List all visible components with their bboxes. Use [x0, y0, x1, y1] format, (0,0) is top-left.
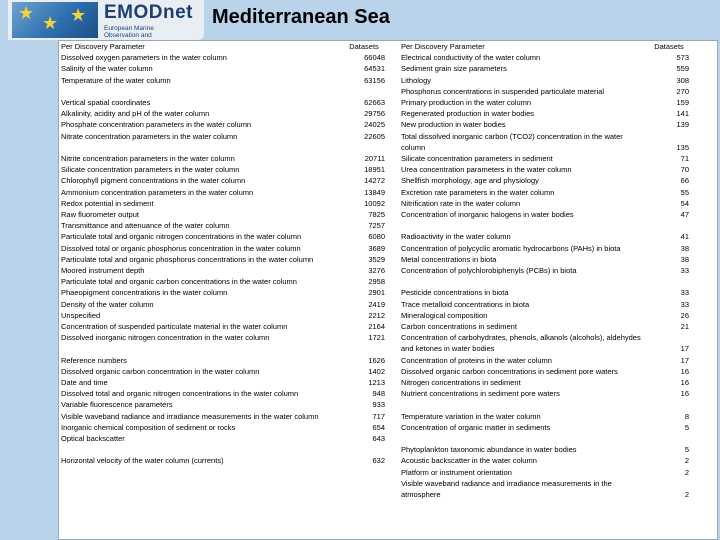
parameter-name: Radioactivity in the water column [401, 232, 511, 242]
parameter-name: Lithology [401, 75, 432, 85]
parameter-name: Carbon concentrations in sediment [401, 322, 517, 332]
dataset-count: 159 [676, 98, 689, 108]
dataset-count: 5 [684, 422, 689, 432]
parameter-name: Optical backscatter [61, 434, 125, 444]
table-row [61, 119, 385, 130]
parameter-name: Electrical conductivity of the water column [401, 53, 541, 63]
parameter-name: Temperature variation in the water column [401, 411, 541, 421]
dataset-count: 70 [680, 165, 689, 175]
parameter-name: Silicate concentration parameters in sediment [401, 154, 553, 164]
parameter-name: Phytoplankton taxonomic abundance in water bodies [401, 445, 577, 455]
spacer [401, 276, 717, 287]
table-row [401, 243, 717, 254]
table-row [61, 265, 385, 276]
dataset-count: 10092 [364, 198, 385, 208]
dataset-count: 18951 [364, 165, 385, 175]
dataset-count: 5 [684, 445, 689, 455]
table-header [401, 41, 717, 52]
parameter-name: Horizontal velocity of the water column (currents) [61, 456, 224, 466]
table-row [401, 422, 717, 433]
parameter-name: Moored instrument depth [61, 266, 145, 276]
parameter-name: Nitrification rate in the water column [401, 198, 521, 208]
table-row [61, 366, 385, 377]
table-row [401, 63, 717, 74]
dataset-count: 933 [372, 400, 385, 410]
parameter-name: Visible waveband radiance and irradiance measurements in the water column [61, 411, 319, 421]
parameter-name: Acoustic backscatter in the water column [401, 456, 537, 466]
page-title: Mediterranean Sea [212, 6, 390, 28]
parameter-name: Dissolved inorganic nitrogen concentration in the water column [61, 333, 270, 343]
dataset-count: 16 [680, 389, 689, 399]
parameter-name: Particulate total and organic phosphorus concentrations in the water column [61, 254, 314, 264]
dataset-count: 33 [680, 299, 689, 309]
parameter-name: Concentration of organic matter in sediments [401, 422, 551, 432]
table-row [61, 254, 385, 265]
table-row [61, 63, 385, 74]
dataset-count: 3529 [368, 254, 385, 264]
table-row [61, 75, 385, 86]
dataset-count: 29756 [364, 109, 385, 119]
table-row [401, 187, 717, 198]
column-header-parameter: Per Discovery Parameter [61, 42, 145, 51]
parameter-name: Unspecified [61, 310, 101, 320]
parameter-name: Platform or instrument orientation [401, 467, 512, 477]
table-row [401, 108, 717, 119]
table-row [61, 243, 385, 254]
table-row [401, 444, 717, 455]
dataset-count: 22605 [364, 131, 385, 141]
spacer [61, 142, 385, 153]
dataset-count: 948 [372, 389, 385, 399]
dataset-count: 3689 [368, 243, 385, 253]
table-row [61, 399, 385, 410]
parameter-name: Phaeopigment concentrations in the water column [61, 288, 228, 298]
dataset-count: 63156 [364, 75, 385, 85]
parameter-name: Visible waveband radiance and irradiance measurements in the atmosphere [401, 478, 612, 500]
table-row [61, 388, 385, 399]
table-row [401, 388, 717, 399]
column-header-parameter: Per Discovery Parameter [401, 42, 485, 51]
table-row [401, 455, 717, 466]
table-row [61, 422, 385, 433]
parameter-name: Raw fluorometer output [61, 210, 139, 220]
table-row [61, 377, 385, 388]
parameter-name: Phosphate concentration parameters in the water column [61, 120, 252, 130]
page-header [0, 0, 720, 42]
parameter-name: Salinity of the water column [61, 64, 153, 74]
parameter-name: New production in water bodies [401, 120, 506, 130]
parameter-name: Dissolved total or organic phosphorus concentration in the water column [61, 243, 301, 253]
table-row [401, 287, 717, 298]
spacer [61, 444, 385, 455]
table-row [401, 175, 717, 186]
table-row [401, 411, 717, 422]
table-row [61, 220, 385, 231]
dataset-count: 139 [676, 120, 689, 130]
dataset-count: 270 [676, 86, 689, 96]
parameter-name: Ammonium concentration parameters in the water column [61, 187, 254, 197]
dataset-count: 13849 [364, 187, 385, 197]
dataset-count: 2 [684, 490, 689, 500]
table-row [61, 299, 385, 310]
dataset-count: 643 [372, 434, 385, 444]
table-row [61, 175, 385, 186]
column-header-datasets: Datasets [654, 42, 684, 51]
parameter-name: Redox potential in sediment [61, 198, 154, 208]
spacer [61, 86, 385, 97]
dataset-count: 55 [680, 187, 689, 197]
table-row [61, 411, 385, 422]
column-header-datasets: Datasets [349, 42, 379, 51]
dataset-count: 16 [680, 378, 689, 388]
dataset-count: 38 [680, 243, 689, 253]
table-row [61, 355, 385, 366]
parameter-name: Silicate concentration parameters in the water column [61, 165, 240, 175]
table-row [401, 467, 717, 478]
dataset-count: 26 [680, 310, 689, 320]
parameter-name: Particulate total and organic carbon concentrations in the water column [61, 277, 297, 287]
parameter-name: Primary production in the water column [401, 98, 532, 108]
parameter-name: Sediment grain size parameters [401, 64, 507, 74]
parameter-name: Variable fluorescence parameters [61, 400, 173, 410]
dataset-count: 7257 [368, 221, 385, 231]
table-row [401, 321, 717, 332]
logo-name: EMODnet [104, 2, 193, 23]
dataset-count: 1721 [368, 333, 385, 343]
dataset-count: 2 [684, 456, 689, 466]
dataset-count: 24025 [364, 120, 385, 130]
dataset-count: 1213 [368, 378, 385, 388]
table-row [61, 276, 385, 287]
parameter-name: Chlorophyll pigment concentrations in the water column [61, 176, 246, 186]
dataset-count: 632 [372, 456, 385, 466]
parameter-name: Particulate total and organic nitrogen concentrations in the water column [61, 232, 302, 242]
dataset-count: 559 [676, 64, 689, 74]
spacer [401, 399, 717, 410]
table-row [401, 254, 717, 265]
table-row [61, 287, 385, 298]
dataset-count: 41 [680, 232, 689, 242]
parameter-name: Shellfish morphology, age and physiology [401, 176, 539, 186]
table-row [401, 366, 717, 377]
table-row [61, 310, 385, 321]
spacer [401, 220, 717, 231]
dataset-count: 141 [676, 109, 689, 119]
table-row [401, 231, 717, 242]
table-row [401, 310, 717, 321]
parameter-name: Trace metalloid concentrations in biota [401, 299, 530, 309]
table-row [401, 164, 717, 175]
parameter-name: Transmittance and attenuance of the water column [61, 221, 230, 231]
table-row [401, 332, 717, 354]
table-row [61, 209, 385, 220]
dataset-count: 7825 [368, 210, 385, 220]
dataset-count: 2958 [368, 277, 385, 287]
table-row [401, 478, 717, 500]
parameter-name: Urea concentration parameters in the water column [401, 165, 572, 175]
dataset-count: 17 [680, 355, 689, 365]
dataset-count: 573 [676, 53, 689, 63]
dataset-count: 16 [680, 366, 689, 376]
dataset-count: 47 [680, 210, 689, 220]
dataset-count: 33 [680, 288, 689, 298]
table-row [61, 332, 385, 343]
dataset-count: 1626 [368, 355, 385, 365]
parameter-name: Reference numbers [61, 355, 127, 365]
table-row [401, 377, 717, 388]
dataset-count: 2164 [368, 322, 385, 332]
parameter-name: Nitrate concentration parameters in the water column [61, 131, 238, 141]
dataset-count: 66 [680, 176, 689, 186]
table-row [401, 119, 717, 130]
dataset-count: 20711 [364, 154, 385, 163]
table-header [61, 41, 385, 52]
dataset-count: 717 [372, 411, 385, 421]
table-row [61, 52, 385, 63]
parameter-name: Mineralogical composition [401, 310, 488, 320]
spacer [61, 343, 385, 354]
right-column [401, 41, 717, 500]
eu-stars-icon: ★ ★ ★ [12, 2, 98, 38]
table-row [401, 131, 717, 153]
dataset-count: 64531 [364, 64, 385, 74]
parameter-name: Date and time [61, 378, 108, 388]
logo-subtitle: European Marine Observation and [104, 25, 154, 39]
table-row [61, 433, 385, 444]
table-row [61, 198, 385, 209]
parameter-name: Concentration of polychlorobiphenyls (PCBs) in biota [401, 266, 577, 276]
table-row [401, 198, 717, 209]
table-row [401, 299, 717, 310]
dataset-count: 38 [680, 254, 689, 264]
dataset-count: 3276 [368, 266, 385, 276]
table-row [61, 164, 385, 175]
table-row [401, 86, 717, 97]
dataset-count: 71 [680, 154, 689, 164]
parameter-name: Vertical spatial coordinates [61, 98, 151, 107]
table-row [401, 355, 717, 366]
dataset-count: 308 [676, 75, 689, 85]
parameter-name: Total dissolved inorganic carbon (TCO2) concentration in the water column [401, 131, 623, 152]
parameter-name: Excretion rate parameters in the water column [401, 187, 555, 197]
dataset-count: 1402 [368, 366, 385, 376]
parameter-name: Dissolved oxygen parameters in the water column [61, 53, 227, 63]
dataset-count: 2212 [368, 310, 385, 320]
parameter-name: Inorganic chemical composition of sediment or rocks [61, 422, 236, 432]
dataset-count: 2901 [368, 288, 385, 298]
parameter-name: Concentration of polycyclic aromatic hydrocarbons (PAHs) in biota [401, 243, 621, 253]
dataset-count: 33 [680, 266, 689, 276]
dataset-count: 14272 [364, 176, 385, 186]
table-row [61, 321, 385, 332]
table-row [61, 455, 385, 466]
parameter-name: Alkalinity, acidity and pH of the water column [61, 109, 210, 119]
table-row [401, 97, 717, 108]
dataset-count: 654 [372, 422, 385, 432]
parameters-table [58, 40, 718, 540]
parameter-name: Dissolved organic carbon concentrations in sediment pore waters [401, 366, 618, 376]
table-row [401, 209, 717, 220]
parameter-name: Nutrient concentrations in sediment pore waters [401, 389, 560, 399]
table-row [401, 265, 717, 276]
dataset-count: 62663 [364, 98, 385, 107]
table-row [61, 108, 385, 119]
emodnet-logo [8, 0, 204, 40]
table-row [61, 131, 385, 142]
parameter-name: Nitrite concentration parameters in the water column [61, 154, 235, 163]
parameter-name: Concentration of proteins in the water column [401, 355, 552, 365]
parameter-name: Pesticide concentrations in biota [401, 288, 509, 298]
parameter-name: Temperature of the water column [61, 75, 171, 85]
dataset-count: 8 [684, 411, 689, 421]
dataset-count: 54 [680, 198, 689, 208]
table-row [401, 52, 717, 63]
dataset-count: 21 [680, 322, 689, 332]
table-row [61, 97, 385, 108]
dataset-count: 2 [684, 467, 689, 477]
parameter-name: Regenerated production in water bodies [401, 109, 535, 119]
parameter-name: Dissolved total and organic nitrogen concentrations in the water column [61, 389, 299, 399]
parameter-name: Nitrogen concentrations in sediment [401, 378, 521, 388]
parameter-name: Metal concentrations in biota [401, 254, 497, 264]
parameter-name: Density of the water column [61, 299, 154, 309]
parameter-name: Concentration of carbohydrates, phenols, alkanols (alcohols), aldehydes and ketones in water bodies [401, 333, 641, 354]
dataset-count: 17 [680, 344, 689, 354]
table-row [401, 75, 717, 86]
parameter-name: Dissolved organic carbon concentration in the water column [61, 366, 260, 376]
spacer [401, 433, 717, 444]
dataset-count: 2419 [368, 299, 385, 309]
dataset-count: 135 [676, 142, 689, 152]
table-row [61, 187, 385, 198]
parameter-name: Concentration of inorganic halogens in water bodies [401, 210, 574, 220]
parameter-name: Concentration of suspended particulate material in the water column [61, 322, 288, 332]
table-row [401, 153, 717, 164]
table-row [61, 153, 385, 164]
left-column [61, 41, 385, 467]
dataset-count: 66048 [364, 53, 385, 63]
dataset-count: 6080 [368, 232, 385, 242]
table-row [61, 231, 385, 242]
parameter-name: Phosphorus concentrations in suspended particulate material [401, 86, 605, 96]
